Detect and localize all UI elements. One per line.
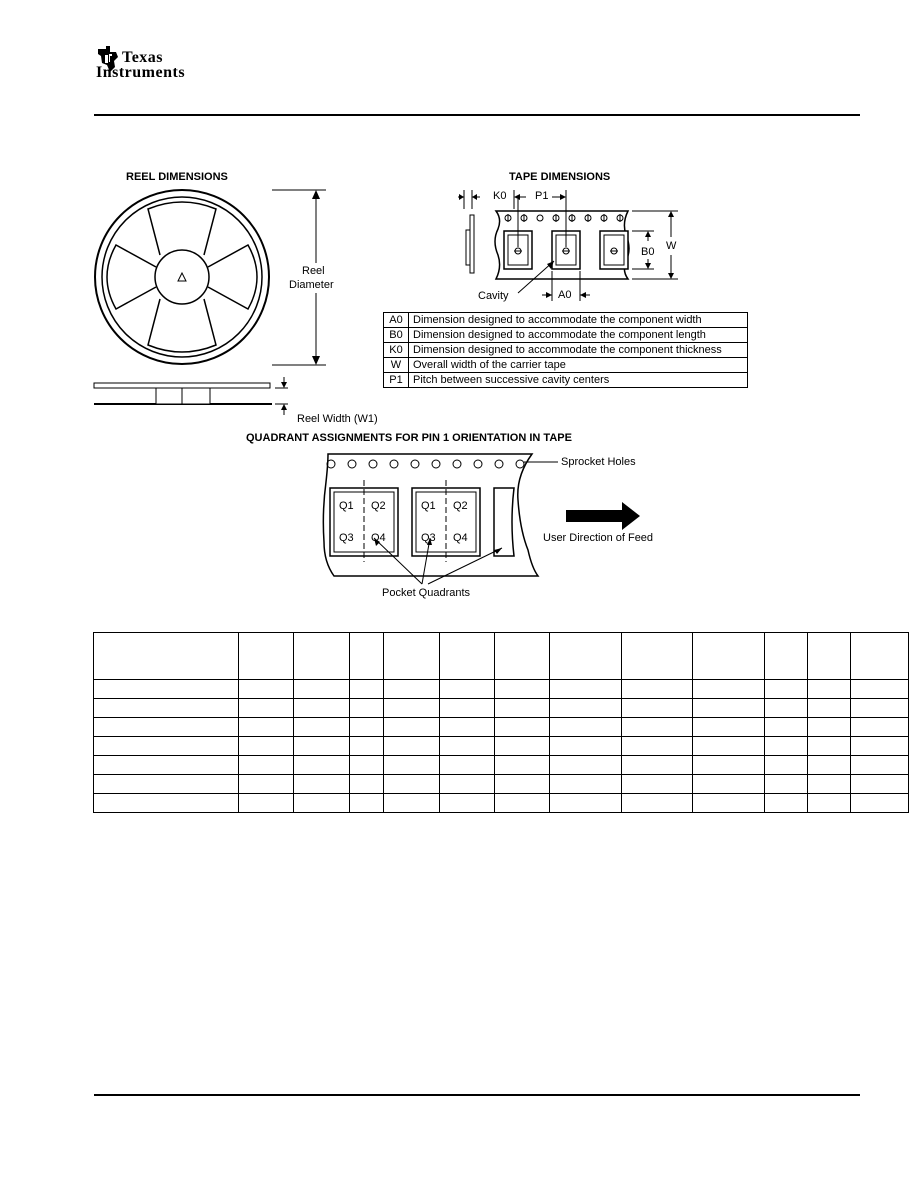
- tape-b0-label: B0: [641, 246, 655, 258]
- legend-code: W: [384, 358, 409, 373]
- tape-reel-data-table: [93, 632, 909, 813]
- quadrant-title: QUADRANT ASSIGNMENTS FOR PIN 1 ORIENTATION IN TAPE: [246, 432, 572, 444]
- legend-code: A0: [384, 313, 409, 328]
- quadrant-drawing: [310, 450, 650, 590]
- feed-direction-label: User Direction of Feed: [543, 532, 654, 544]
- logo-line-1: Texas: [122, 49, 164, 66]
- legend-desc: Dimension designed to accommodate the component width: [409, 313, 748, 328]
- table-header-row: [94, 633, 909, 680]
- header-rule: [94, 114, 860, 116]
- table-row: [94, 699, 909, 718]
- quadrant-label-q2-a: Q2: [371, 500, 386, 512]
- quadrant-label-q2-b: Q2: [453, 500, 468, 512]
- table-row: [94, 718, 909, 737]
- legend-desc: Dimension designed to accommodate the component thickness: [409, 343, 748, 358]
- quadrant-label-q3-a: Q3: [339, 532, 354, 544]
- legend-code: B0: [384, 328, 409, 343]
- tape-a0-label: A0: [558, 289, 572, 301]
- legend-row: [384, 358, 748, 373]
- quadrant-label-q1-b: Q1: [421, 500, 436, 512]
- reel-diameter-label-1: Reel: [302, 265, 325, 277]
- tape-drawing: [456, 185, 686, 305]
- tape-w-label: W: [666, 240, 677, 252]
- footer-rule: [94, 1094, 860, 1096]
- legend-row: [384, 328, 748, 343]
- reel-dimensions-title: REEL DIMENSIONS: [126, 171, 228, 183]
- table-row: [94, 775, 909, 794]
- table-row: [94, 680, 909, 699]
- table-row: [94, 737, 909, 756]
- sprocket-holes-label: Sprocket Holes: [561, 456, 636, 468]
- tape-cavity-label: Cavity: [478, 290, 509, 302]
- tape-p1-label: P1: [535, 190, 549, 202]
- tape-dimensions-title: TAPE DIMENSIONS: [509, 171, 611, 183]
- legend-code: K0: [384, 343, 409, 358]
- quadrant-label-q3-b: Q3: [421, 532, 436, 544]
- quadrant-label-q4-a: Q4: [371, 532, 386, 544]
- legend-row: [384, 313, 748, 328]
- legend-code: P1: [384, 373, 409, 388]
- pocket-quadrants-label: Pocket Quadrants: [382, 587, 471, 599]
- legend-desc: Overall width of the carrier tape: [409, 358, 748, 373]
- tape-legend-table: [383, 312, 748, 388]
- tape-k0-label: K0: [493, 190, 507, 202]
- reel-diameter-label-2: Diameter: [289, 279, 334, 291]
- legend-desc: Dimension designed to accommodate the component length: [409, 328, 748, 343]
- legend-row: [384, 373, 748, 388]
- legend-desc: Pitch between successive cavity centers: [409, 373, 748, 388]
- table-row: [94, 794, 909, 813]
- quadrant-label-q4-b: Q4: [453, 532, 468, 544]
- reel-width-label: Reel Width (W1): [297, 413, 378, 425]
- logo-line-2: Instruments: [96, 64, 186, 81]
- legend-row: [384, 343, 748, 358]
- table-row: [94, 756, 909, 775]
- ti-logo: [96, 46, 226, 86]
- reel-drawing: [90, 185, 350, 415]
- quadrant-label-q1-a: Q1: [339, 500, 354, 512]
